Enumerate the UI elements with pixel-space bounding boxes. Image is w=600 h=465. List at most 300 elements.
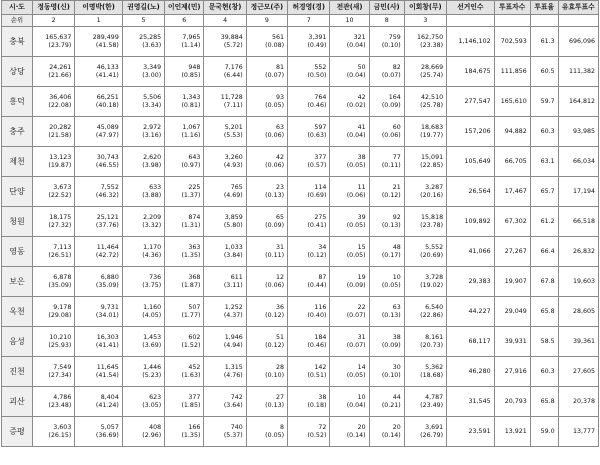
table-row (2, 87, 599, 117)
header-candidate-9: 금민(사) (369, 1, 404, 15)
vote-share: (0.44) (307, 281, 327, 289)
candidate-votes-cell (246, 27, 287, 57)
vote-share: (0.13) (265, 401, 285, 409)
electorate-cell: 1,146,102 (447, 27, 495, 57)
vote-count: 1,946 (224, 334, 243, 342)
header-candidate-4: 이인제(민) (165, 1, 204, 15)
vote-share: (20.73) (420, 341, 444, 349)
vote-count: 46,133 (96, 64, 119, 72)
candidate-votes-cell (32, 417, 74, 447)
candidate-votes-cell (330, 297, 369, 327)
candidate-votes-cell (246, 387, 287, 417)
table-row (2, 267, 599, 297)
turnout-cell: 63.1 (530, 147, 558, 177)
candidate-votes-cell (288, 57, 330, 87)
vote-count: 1,446 (143, 364, 162, 372)
candidate-votes-cell (330, 357, 369, 387)
candidate-votes-cell (32, 177, 74, 207)
candidate-votes-cell (330, 327, 369, 357)
vote-share: (0.05) (346, 371, 366, 379)
candidate-votes-cell (330, 237, 369, 267)
vote-share: (0.13) (381, 221, 401, 229)
candidate-votes-cell (165, 207, 204, 237)
vote-share: (27.32) (48, 221, 72, 229)
vote-count: 51 (276, 334, 285, 342)
voters-cell: 66,705 (494, 147, 530, 177)
vote-share: (5.53) (223, 131, 243, 139)
candidate-votes-cell (288, 27, 330, 57)
candidate-votes-cell (204, 357, 246, 387)
candidate-votes-cell (75, 237, 123, 267)
table-row (2, 177, 599, 207)
vote-share: (0.51) (307, 371, 327, 379)
vote-count: 184 (314, 334, 327, 342)
vote-share: (0.05) (346, 161, 366, 169)
vote-share: (46.32) (95, 191, 119, 199)
candidate-votes-cell (330, 57, 369, 87)
candidate-votes-cell (369, 147, 404, 177)
vote-count: 3,691 (425, 424, 444, 432)
vote-count: 5,362 (425, 364, 444, 372)
candidate-votes-cell (404, 87, 446, 117)
candidate-votes-cell (369, 357, 404, 387)
candidate-votes-cell (246, 267, 287, 297)
vote-share: (23.79) (48, 41, 72, 49)
header-candidate-7: 허경영(경) (288, 1, 330, 15)
vote-share: (19.87) (48, 161, 72, 169)
candidate-votes-cell (165, 27, 204, 57)
candidate-votes-cell (404, 207, 446, 237)
vote-count: 21 (392, 184, 401, 192)
voters-cell: 20,793 (494, 387, 530, 417)
valid-votes-cell: 27,605 (558, 357, 598, 387)
candidate-votes-cell (369, 267, 404, 297)
candidate-votes-cell (204, 237, 246, 267)
vote-share: (1.35) (181, 431, 201, 439)
region-name: 보은 (2, 267, 33, 297)
voters-cell: 19,907 (494, 267, 530, 297)
vote-count: 874 (188, 214, 201, 222)
vote-share: (3.16) (142, 131, 162, 139)
vote-share: (4.37) (223, 311, 243, 319)
header-turnout: 투표율 (530, 1, 558, 15)
vote-count: 552 (314, 64, 327, 72)
vote-count: 30,743 (96, 154, 119, 162)
vote-share: (0.40) (307, 311, 327, 319)
candidate-votes-cell (369, 237, 404, 267)
vote-count: 45,089 (96, 124, 119, 132)
candidate-votes-cell (75, 267, 123, 297)
candidate-votes-cell (404, 27, 446, 57)
vote-count: 275 (314, 214, 327, 222)
electorate-cell: 277,547 (447, 87, 495, 117)
table-row (2, 327, 599, 357)
vote-count: 602 (188, 334, 201, 342)
vote-share: (3.88) (142, 191, 162, 199)
vote-share: (4.76) (223, 371, 243, 379)
valid-votes-cell: 13,777 (558, 417, 598, 447)
vote-share: (5.80) (223, 221, 243, 229)
vote-share: (4.05) (142, 311, 162, 319)
turnout-cell: 65.8 (530, 387, 558, 417)
vote-count: 3,728 (425, 274, 444, 282)
valid-votes-cell: 26,832 (558, 237, 598, 267)
vote-share: (1.37) (181, 191, 201, 199)
vote-count: 36 (276, 304, 285, 312)
vote-count: 9,731 (100, 304, 119, 312)
vote-share: (0.11) (265, 251, 285, 259)
turnout-cell: 66.4 (530, 237, 558, 267)
vote-share: (5.23) (142, 371, 162, 379)
vote-share: (22.85) (420, 161, 444, 169)
candidate-votes-cell (75, 207, 123, 237)
vote-count: 165,637 (45, 34, 72, 42)
table-row (2, 237, 599, 267)
vote-count: 1,160 (143, 304, 162, 312)
vote-count: 6,880 (100, 274, 119, 282)
electorate-cell: 29,383 (447, 267, 495, 297)
vote-count: 25,285 (139, 34, 162, 42)
vote-count: 23 (276, 184, 285, 192)
vote-count: 3,349 (143, 64, 162, 72)
candidate-votes-cell (288, 237, 330, 267)
vote-share: (18.68) (420, 371, 444, 379)
candidate-votes-cell (165, 327, 204, 357)
vote-share: (21.58) (48, 131, 72, 139)
vote-count: 9,178 (53, 304, 72, 312)
candidate-votes-cell (165, 417, 204, 447)
candidate-votes-cell (32, 147, 74, 177)
table-row (2, 297, 599, 327)
vote-share: (3.69) (142, 341, 162, 349)
vote-share: (0.04) (346, 41, 366, 49)
vote-count: 948 (188, 64, 201, 72)
vote-share: (3.05) (142, 401, 162, 409)
vote-count: 6,540 (425, 304, 444, 312)
vote-count: 368 (188, 274, 201, 282)
candidate-votes-cell (204, 87, 246, 117)
vote-share: (5.37) (223, 431, 243, 439)
vote-count: 2,209 (143, 214, 162, 222)
vote-share: (3.11) (223, 281, 243, 289)
candidate-votes-cell (288, 267, 330, 297)
valid-votes-cell: 66,034 (558, 147, 598, 177)
candidate-votes-cell (246, 177, 287, 207)
candidate-votes-cell (404, 147, 446, 177)
vote-share: (26.51) (48, 251, 72, 259)
electorate-cell: 46,280 (447, 357, 495, 387)
table-row (2, 117, 599, 147)
vote-share: (6.44) (223, 71, 243, 79)
vote-share: (0.05) (265, 101, 285, 109)
candidate-votes-cell (330, 27, 369, 57)
vote-share: (26.79) (420, 431, 444, 439)
candidate-votes-cell (404, 327, 446, 357)
vote-count: 31 (357, 334, 366, 342)
turnout-cell: 59.0 (530, 417, 558, 447)
table-row (2, 207, 599, 237)
vote-share: (0.52) (307, 431, 327, 439)
vote-count: 1,343 (182, 94, 201, 102)
voters-cell: 165,610 (494, 87, 530, 117)
region-name: 영동 (2, 237, 33, 267)
vote-count: 740 (230, 424, 243, 432)
vote-share: (0.02) (346, 101, 366, 109)
vote-count: 50 (357, 64, 366, 72)
candidate-votes-cell (404, 297, 446, 327)
vote-count: 10 (357, 394, 366, 402)
vote-count: 15,091 (421, 154, 444, 162)
rank-empty (530, 15, 558, 27)
vote-count: 1,453 (143, 334, 162, 342)
candidate-votes-cell (204, 117, 246, 147)
vote-count: 38 (392, 334, 401, 342)
vote-share: (0.50) (307, 71, 327, 79)
candidate-votes-cell (204, 267, 246, 297)
vote-count: 114 (314, 184, 327, 192)
table-row (2, 147, 599, 177)
vote-count: 561 (272, 34, 285, 42)
candidate-votes-cell (122, 57, 164, 87)
candidate-votes-cell (75, 297, 123, 327)
vote-count: 24,261 (49, 64, 72, 72)
vote-share: (23.48) (48, 401, 72, 409)
vote-share: (0.13) (381, 311, 401, 319)
candidate-votes-cell (246, 357, 287, 387)
vote-share: (29.08) (48, 311, 72, 319)
vote-count: 736 (149, 274, 162, 282)
candidate-votes-cell (288, 327, 330, 357)
vote-count: 5,506 (143, 94, 162, 102)
candidate-votes-cell (204, 147, 246, 177)
candidate-votes-cell (32, 27, 74, 57)
vote-share: (4.69) (223, 191, 243, 199)
candidate-votes-cell (288, 417, 330, 447)
valid-votes-cell: 93,985 (558, 117, 598, 147)
candidate-votes-cell (246, 117, 287, 147)
header-region: 시·도 (2, 1, 33, 15)
vote-share: (0.14) (381, 431, 401, 439)
vote-share: (4.93) (223, 161, 243, 169)
candidate-votes-cell (75, 57, 123, 87)
vote-share: (1.87) (181, 281, 201, 289)
vote-count: 1,315 (224, 364, 243, 372)
vote-share: (0.07) (346, 341, 366, 349)
candidate-votes-cell (288, 297, 330, 327)
vote-share: (3.00) (142, 71, 162, 79)
vote-count: 8,161 (425, 334, 444, 342)
candidate-votes-cell (330, 87, 369, 117)
candidate-votes-cell (288, 387, 330, 417)
vote-count: 11 (357, 184, 366, 192)
candidate-votes-cell (288, 87, 330, 117)
vote-count: 142 (314, 364, 327, 372)
vote-count: 4,787 (425, 394, 444, 402)
voters-cell: 29,049 (494, 297, 530, 327)
vote-count: 225 (188, 184, 201, 192)
candidate-votes-cell (369, 117, 404, 147)
vote-share: (0.09) (381, 101, 401, 109)
vote-share: (36.69) (95, 431, 119, 439)
candidate-votes-cell (75, 357, 123, 387)
vote-count: 5,552 (425, 244, 444, 252)
candidate-votes-cell (369, 57, 404, 87)
vote-count: 20,282 (49, 124, 72, 132)
turnout-cell: 65.7 (530, 177, 558, 207)
vote-count: 597 (314, 124, 327, 132)
vote-share: (0.41) (307, 221, 327, 229)
vote-count: 11,645 (96, 364, 119, 372)
table-body (2, 1, 599, 447)
vote-count: 14 (357, 364, 366, 372)
region-name: 청원 (2, 207, 33, 237)
candidate-votes-cell (122, 417, 164, 447)
valid-votes-cell: 20,378 (558, 387, 598, 417)
vote-count: 1,170 (143, 244, 162, 252)
vote-count: 20 (392, 424, 401, 432)
rank-empty (447, 15, 495, 27)
candidate-votes-cell (32, 87, 74, 117)
vote-count: 162,750 (417, 34, 444, 42)
vote-share: (0.69) (307, 191, 327, 199)
vote-count: 42,510 (421, 94, 444, 102)
vote-count: 765 (230, 184, 243, 192)
region-name: 단양 (2, 177, 33, 207)
vote-share: (3.84) (223, 251, 243, 259)
vote-count: 20 (357, 424, 366, 432)
vote-count: 643 (188, 154, 201, 162)
electorate-cell: 105,649 (447, 147, 495, 177)
candidate-votes-cell (404, 417, 446, 447)
candidate-votes-cell (32, 267, 74, 297)
candidate-votes-cell (204, 27, 246, 57)
vote-count: 452 (188, 364, 201, 372)
vote-count: 377 (314, 154, 327, 162)
vote-count: 39,884 (220, 34, 243, 42)
rank-cell: 1 (75, 15, 123, 27)
vote-share: (3.34) (142, 101, 162, 109)
vote-share: (0.09) (265, 221, 285, 229)
header-row (2, 1, 599, 15)
vote-share: (27.34) (48, 371, 72, 379)
vote-share: (3.98) (142, 161, 162, 169)
vote-share: (0.06) (265, 131, 285, 139)
vote-count: 321 (353, 34, 366, 42)
candidate-votes-cell (75, 27, 123, 57)
voters-cell: 17,467 (494, 177, 530, 207)
candidate-votes-cell (165, 117, 204, 147)
vote-count: 36,406 (49, 94, 72, 102)
electorate-cell: 68,117 (447, 327, 495, 357)
vote-count: 11,464 (96, 244, 119, 252)
vote-share: (0.07) (265, 71, 285, 79)
candidate-votes-cell (330, 177, 369, 207)
candidate-votes-cell (75, 417, 123, 447)
vote-share: (25.78) (420, 101, 444, 109)
header-electorate: 선거인수 (447, 1, 495, 15)
valid-votes-cell: 111,382 (558, 57, 598, 87)
vote-share: (40.18) (95, 101, 119, 109)
table-row (2, 357, 599, 387)
vote-count: 10 (392, 274, 401, 282)
vote-count: 66,251 (96, 94, 119, 102)
vote-share: (0.14) (346, 431, 366, 439)
vote-count: 25,121 (96, 214, 119, 222)
vote-count: 3,260 (224, 154, 243, 162)
candidate-votes-cell (404, 237, 446, 267)
vote-count: 2,972 (143, 124, 162, 132)
candidate-votes-cell (246, 237, 287, 267)
vote-share: (0.10) (381, 371, 401, 379)
turnout-cell: 61.2 (530, 207, 558, 237)
candidate-votes-cell (204, 57, 246, 87)
vote-count: 408 (149, 424, 162, 432)
vote-share: (7.11) (223, 101, 243, 109)
rank-cell: 9 (246, 15, 287, 27)
vote-count: 611 (230, 274, 243, 282)
vote-count: 764 (314, 94, 327, 102)
vote-count: 13,123 (49, 154, 72, 162)
candidate-votes-cell (122, 27, 164, 57)
candidate-votes-cell (330, 207, 369, 237)
candidate-votes-cell (288, 177, 330, 207)
candidate-votes-cell (122, 267, 164, 297)
candidate-votes-cell (32, 297, 74, 327)
vote-count: 93 (276, 94, 285, 102)
region-name: 제천 (2, 147, 33, 177)
vote-share: (0.18) (307, 401, 327, 409)
candidate-votes-cell (32, 207, 74, 237)
vote-count: 164 (388, 94, 401, 102)
candidate-votes-cell (204, 297, 246, 327)
candidate-votes-cell (165, 177, 204, 207)
candidate-votes-cell (122, 87, 164, 117)
vote-count: 30 (392, 364, 401, 372)
vote-share: (0.46) (307, 101, 327, 109)
vote-share: (1.52) (181, 341, 201, 349)
candidate-votes-cell (330, 117, 369, 147)
vote-share: (0.07) (346, 311, 366, 319)
candidate-votes-cell (204, 387, 246, 417)
candidate-votes-cell (75, 117, 123, 147)
vote-share: (19.77) (420, 131, 444, 139)
candidate-votes-cell (330, 387, 369, 417)
vote-count: 5,201 (224, 124, 243, 132)
vote-count: 34 (318, 244, 327, 252)
candidate-votes-cell (75, 177, 123, 207)
table-row (2, 27, 599, 57)
candidate-votes-cell (330, 417, 369, 447)
vote-share: (20.69) (420, 251, 444, 259)
turnout-cell: 60.3 (530, 117, 558, 147)
header-candidate-10: 이회창(무) (404, 1, 446, 15)
vote-count: 16,303 (96, 334, 119, 342)
vote-share: (35.09) (95, 281, 119, 289)
vote-count: 8 (280, 424, 285, 432)
vote-share: (35.09) (48, 281, 72, 289)
vote-share: (34.01) (95, 311, 119, 319)
turnout-cell: 60.5 (530, 57, 558, 87)
vote-count: 28,669 (421, 64, 444, 72)
candidate-votes-cell (369, 327, 404, 357)
header-candidate-1: 정동영(신) (32, 1, 74, 15)
voters-cell: 39,931 (494, 327, 530, 357)
region-name: 괴산 (2, 387, 33, 417)
valid-votes-cell: 28,605 (558, 297, 598, 327)
vote-count: 3,391 (308, 34, 327, 42)
vote-count: 363 (188, 244, 201, 252)
vote-count: 44 (392, 394, 401, 402)
